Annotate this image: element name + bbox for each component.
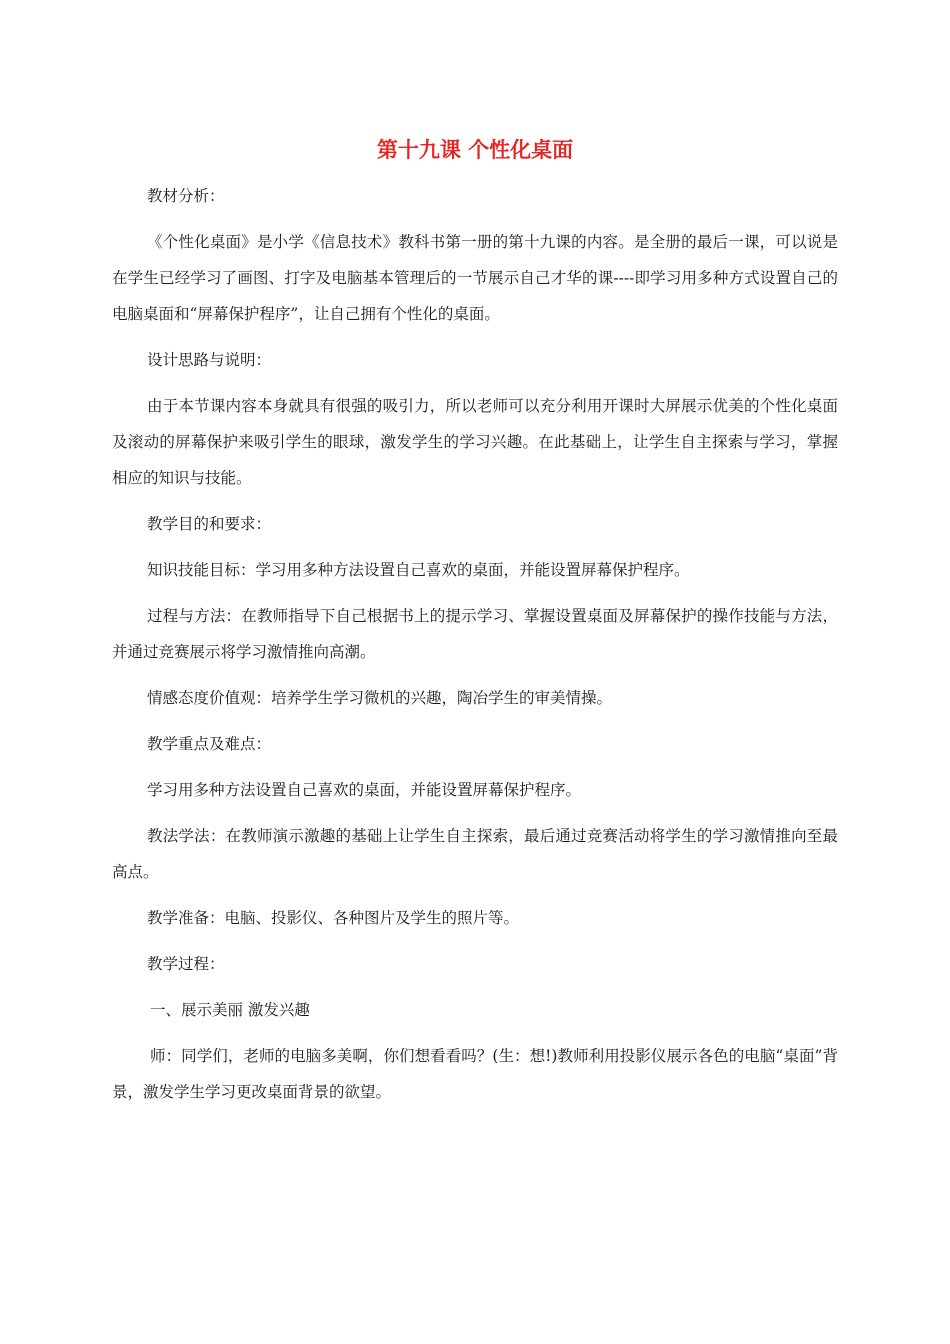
- document-page: [112, 130, 838, 1120]
- paragraph-analysis: 《个性化桌面》是小学《信息技术》教科书第一册的第十九课的内容。是全册的最后一课，可以说是在学生已经学习了画图、打字及电脑基本管理后的一节展示自己才华的课----即学习用多种方式设置自己的电脑桌面和“屏幕保护程序”，让自己拥有个性化的桌面。: [112, 233, 838, 323]
- paragraph-goal-process: 过程与方法：在教师指导下自己根据书上的提示学习、掌握设置桌面及屏幕保护的操作技能与方法，并通过竞赛展示将学习激情推向高潮。: [112, 607, 838, 661]
- paragraph-goal-emotion: 情感态度价值观：培养学生学习微机的兴趣，陶冶学生的审美情操。: [147, 689, 613, 707]
- paragraph-teacher-dialogue: 师：同学们，老师的电脑多美啊，你们想看看吗？(生：想!)教师利用投影仪展示各色的电脑“桌面”背景，激发学生学习更改桌面背景的欲望。: [112, 1047, 838, 1101]
- paragraph-key-points: 学习用多种方法设置自己喜欢的桌面，并能设置屏幕保护程序。: [147, 781, 582, 799]
- paragraph-preparation: 教学准备：电脑、投影仪、各种图片及学生的照片等。: [147, 909, 520, 927]
- section-heading-analysis: 教材分析：: [147, 187, 225, 205]
- document-title: 第十九课 个性化桌面: [376, 138, 574, 162]
- subsection-heading-step-one: 一、展示美丽 激发兴趣: [150, 1001, 310, 1019]
- paragraph-goal-knowledge: 知识技能目标：学习用多种方法设置自己喜欢的桌面，并能设置屏幕保护程序。: [147, 561, 690, 579]
- section-heading-design: 设计思路与说明：: [147, 351, 272, 369]
- section-heading-key-points: 教学重点及难点：: [147, 735, 272, 753]
- paragraph-design: 由于本节课内容本身就具有很强的吸引力，所以老师可以充分利用开课时大屏展示优美的个性化桌面及滚动的屏幕保护来吸引学生的眼球，激发学生的学习兴趣。在此基础上，让学生自主探索与学习，掌握相应的知识与技能。: [112, 397, 838, 487]
- section-heading-process: 教学过程：: [147, 955, 225, 973]
- paragraph-methods: 教法学法：在教师演示激趣的基础上让学生自主探索，最后通过竞赛活动将学生的学习激情推向至最高点。: [112, 827, 838, 881]
- section-heading-goals: 教学目的和要求：: [147, 515, 272, 533]
